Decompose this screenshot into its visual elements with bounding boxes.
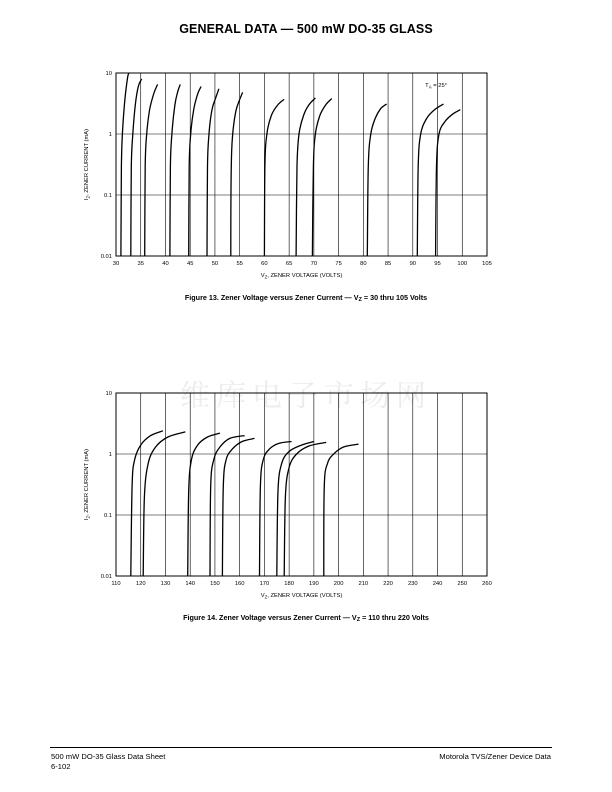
figure-13-caption-suffix: = 30 thru 105 Volts [361, 293, 428, 302]
figure-13-x-tick-label: 45 [186, 261, 194, 267]
figure-14-series-130V [143, 432, 185, 576]
footer-page-number: 6-102 [51, 762, 71, 771]
figure-13-x-tick-label: 85 [384, 261, 392, 267]
footer-rule [50, 747, 552, 748]
figure-14-x-tick-label: 140 [185, 581, 196, 587]
figure-13-chart [0, 60, 612, 290]
figure-13-caption-prefix: Figure 13. Zener Voltage versus Zener Current — V [184, 293, 359, 302]
figure-13-x-tick-label: 55 [236, 261, 243, 267]
footer-document-title: 500 mW DO-35 Glass Data Sheet [51, 752, 166, 761]
figure-14-series-190V [277, 442, 314, 577]
figure-14-x-tick-label: 130 [160, 581, 171, 587]
figure-13-x-tick-label: 100 [457, 261, 468, 267]
figure-13-x-tick-label: 40 [162, 261, 169, 267]
page-title: GENERAL DATA — 500 mW DO-35 GLASS [179, 22, 433, 36]
figure-14-x-tick-label: 110 [111, 581, 121, 587]
figure-14-x-tick-label: 250 [457, 581, 468, 587]
figure-13-y-tick-label: 1 [108, 132, 112, 138]
figure-14-y-tick-label: 0.01 [100, 574, 112, 580]
figure-13-series-56V [231, 92, 243, 256]
figure-14-y-axis-label: $I_Z$, ZENER CURRENT (mA) [84, 448, 91, 521]
figure-13-caption [0, 293, 612, 303]
figure-14-x-tick-label: 170 [259, 581, 270, 587]
figure-14-x-tick-label: 220 [383, 581, 393, 587]
figure-14-x-tick-label: 150 [210, 581, 220, 587]
figure-14-caption-sub: Z [356, 617, 361, 623]
figure-13-y-axis-label: $I_Z$, ZENER CURRENT (mA) [84, 128, 91, 201]
figure-13-plot-frame [116, 73, 487, 256]
figure-13-series-100V [436, 110, 461, 256]
figure-14-x-tick-label: 180 [284, 581, 294, 587]
figure-14-x-tick-label: 230 [407, 581, 418, 587]
figure-14-x-tick-label: 120 [135, 581, 146, 587]
figure-13-x-tick-label: 60 [261, 261, 268, 267]
watermark: 维库电子市场网 [180, 379, 432, 414]
figure-13-x-tick-label: 70 [310, 261, 318, 267]
figure-13-x-tick-label: 50 [211, 261, 219, 267]
figure-13-x-tick-label: 80 [360, 261, 367, 267]
figure-13-x-tick-label: 95 [434, 261, 441, 267]
figure-13-caption-sub: Z [358, 297, 362, 303]
figure-14-caption [0, 613, 612, 623]
figure-13-series-33V [121, 73, 129, 256]
figure-13-series-39V [145, 84, 158, 256]
figure-14-x-tick-label: 260 [482, 581, 492, 587]
figure-14-series-120V [131, 431, 163, 576]
figure-14-caption-suffix: = 110 thru 220 Volts [360, 613, 429, 622]
figure-13-y-tick-label: 10 [105, 71, 112, 77]
figure-13-x-tick-label: 30 [112, 261, 120, 267]
figure-14-series-170V [222, 438, 254, 576]
figure-14-series-220V [324, 444, 359, 576]
figure-14-y-tick-label: 0.1 [103, 513, 112, 519]
figure-14-x-tick-label: 210 [358, 581, 369, 587]
figure-13-series-36V [131, 79, 142, 256]
footer-publisher: Motorola TVS/Zener Device Data [439, 752, 551, 761]
figure-14-x-tick-label: 200 [333, 581, 344, 587]
figure-13-x-axis-label: $V_Z$, ZENER VOLTAGE (VOLTS) [260, 273, 343, 280]
figure-13-series-62V [264, 99, 284, 256]
figure-14-caption-prefix: Figure 14. Zener Voltage versus Zener Current — V [183, 613, 357, 622]
figure-13-y-tick-label: 0.01 [100, 254, 112, 260]
figure-13-series-43V [170, 84, 180, 256]
figure-13-series-91V [417, 104, 443, 256]
figure-13-x-tick-label: 65 [285, 261, 293, 267]
figure-14-x-tick-label: 240 [432, 581, 443, 587]
figure-14-x-tick-label: 160 [234, 581, 245, 587]
figure-13-x-tick-label: 105 [482, 261, 492, 267]
figure-13-series-47V [189, 87, 201, 257]
figure-13-series-75V [312, 99, 331, 256]
figure-14-plot-frame [116, 393, 487, 576]
figure-13-temperature-annotation: $T_A = 25^\circ$ [425, 83, 447, 90]
figure-14-y-tick-label: 10 [105, 391, 112, 397]
figure-14-y-tick-label: 1 [108, 452, 112, 458]
figure-14-series-200V [284, 442, 326, 576]
figure-14-chart [0, 380, 612, 610]
figure-13-x-tick-label: 90 [409, 261, 417, 267]
figure-13-series-82V [367, 104, 386, 256]
figure-13-series-51V [207, 89, 219, 256]
figure-13-x-tick-label: 75 [335, 261, 342, 267]
figure-13-x-tick-label: 35 [137, 261, 144, 267]
figure-13-y-tick-label: 0.1 [103, 193, 112, 199]
figure-14-x-tick-label: 190 [309, 581, 319, 587]
figure-14-x-axis-label: $V_Z$, ZENER VOLTAGE (VOLTS) [260, 593, 343, 600]
